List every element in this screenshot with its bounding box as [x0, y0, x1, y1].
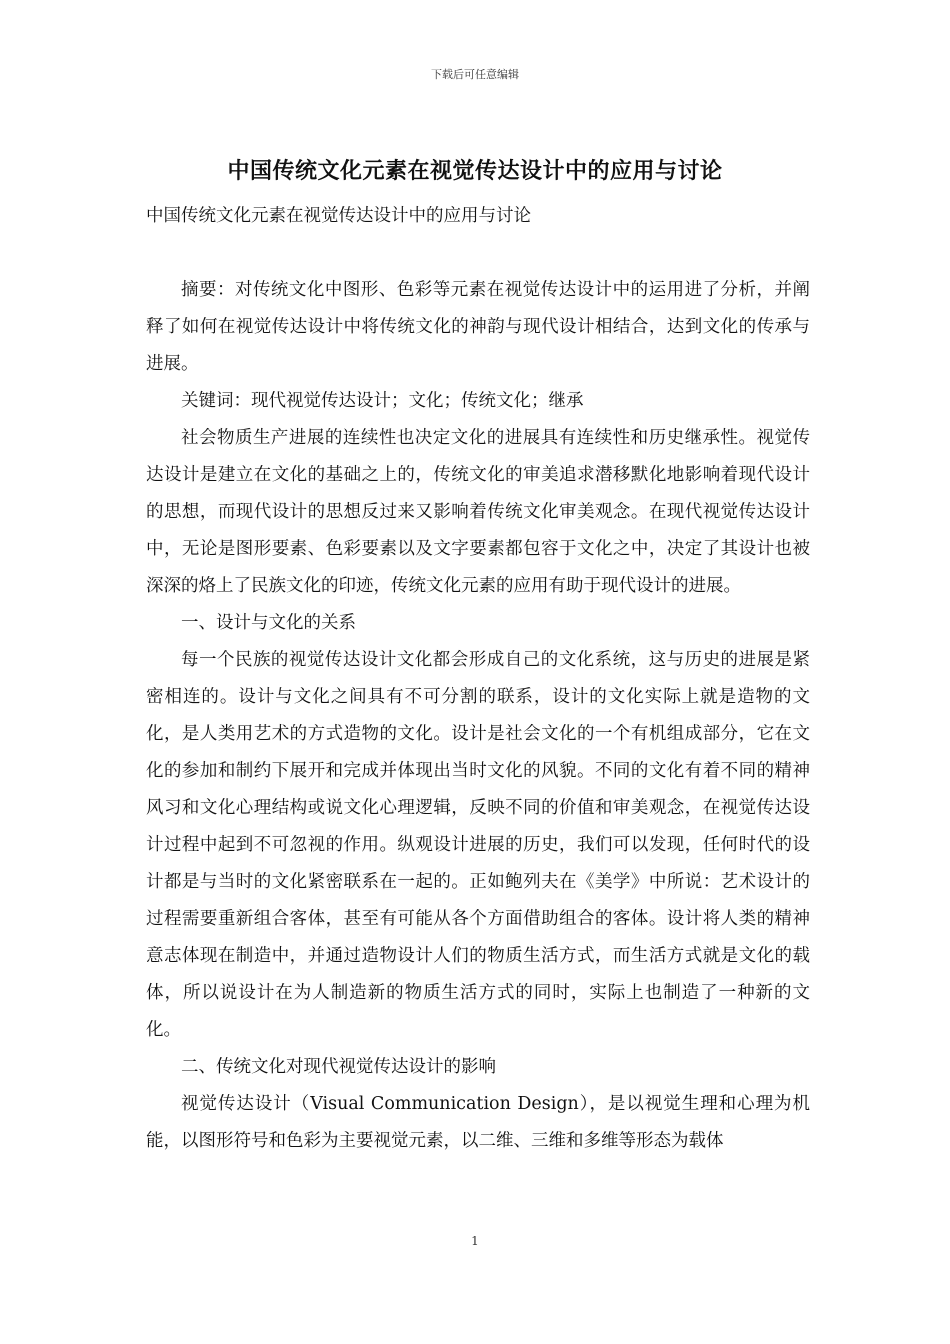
section-heading-1: 一、设计与文化的关系 — [181, 613, 356, 633]
page-number: 1 — [471, 1234, 479, 1248]
document-title: 中国传统文化元素在视觉传达设计中的应用与讨论 — [227, 158, 723, 184]
blank-line — [146, 235, 810, 272]
abstract-paragraph: 摘要：对传统文化中图形、色彩等元素在视觉传达设计中的运用进了分析，并阐释了如何在视觉传达设计中将传统文化的神韵与现代设计相结合，达到文化的传承与进展。 — [146, 280, 810, 374]
section-heading-2: 二、传统文化对现代视觉传达设计的影响 — [181, 1057, 496, 1077]
document-body — [146, 198, 810, 1160]
section-paragraph-1: 每一个民族的视觉传达设计文化都会形成自己的文化系统，这与历史的进展是紧密相连的。设计与文化之间具有不可分割的联系，设计的文化实际上就是造物的文化，是人类用艺术的方式造物的文化。设计是社会文化的一个有机组成部分，它在文化的参加和制约下展开和完成并体现出当时文化的风貌。不同的文化有着不同的精神风习和文化心理结构或说文化心理逻辑，反映不同的价值和审美观念，在视觉传达设计过程中起到不可忽视的作用。纵观设计进展的历史，我们可以发现，任何时代的设计都是与当时的文化紧密联系在一起的。正如鲍列夫在《美学》中所说：艺术设计的过程需要重新组合客体，甚至有可能从各个方面借助组合的客体。设计将人类的精神意志体现在制造中，并通过造物设计人们的物质生活方式，而生活方式就是文化的载体，所以说设计在为人制造新的物质生活方式的同时，实际上也制造了一种新的文化。 — [146, 650, 810, 1040]
section-paragraph-2: 视觉传达设计（Visual Communication Design），是以视觉生理和心理为机能，以图形符号和色彩为主要视觉元素，以二维、三维和多维等形态为载体 — [146, 1094, 810, 1151]
header-note: 下载后可任意编辑 — [431, 68, 519, 81]
intro-paragraph: 社会物质生产进展的连续性也决定文化的进展具有连续性和历史继承性。视觉传达设计是建立在文化的基础之上的，传统文化的审美追求潜移默化地影响着现代设计的思想，而现代设计的思想反过来又影响着传统文化审美观念。在现代视觉传达设计中，无论是图形要素、色彩要素以及文字要素都包容于文化之中，决定了其设计也被深深的烙上了民族文化的印迹，传统文化元素的应用有助于现代设计的进展。 — [146, 428, 810, 596]
document-subtitle: 中国传统文化元素在视觉传达设计中的应用与讨论 — [146, 206, 531, 226]
keywords-line: 关键词：现代视觉传达设计；文化；传统文化；继承 — [181, 391, 584, 411]
